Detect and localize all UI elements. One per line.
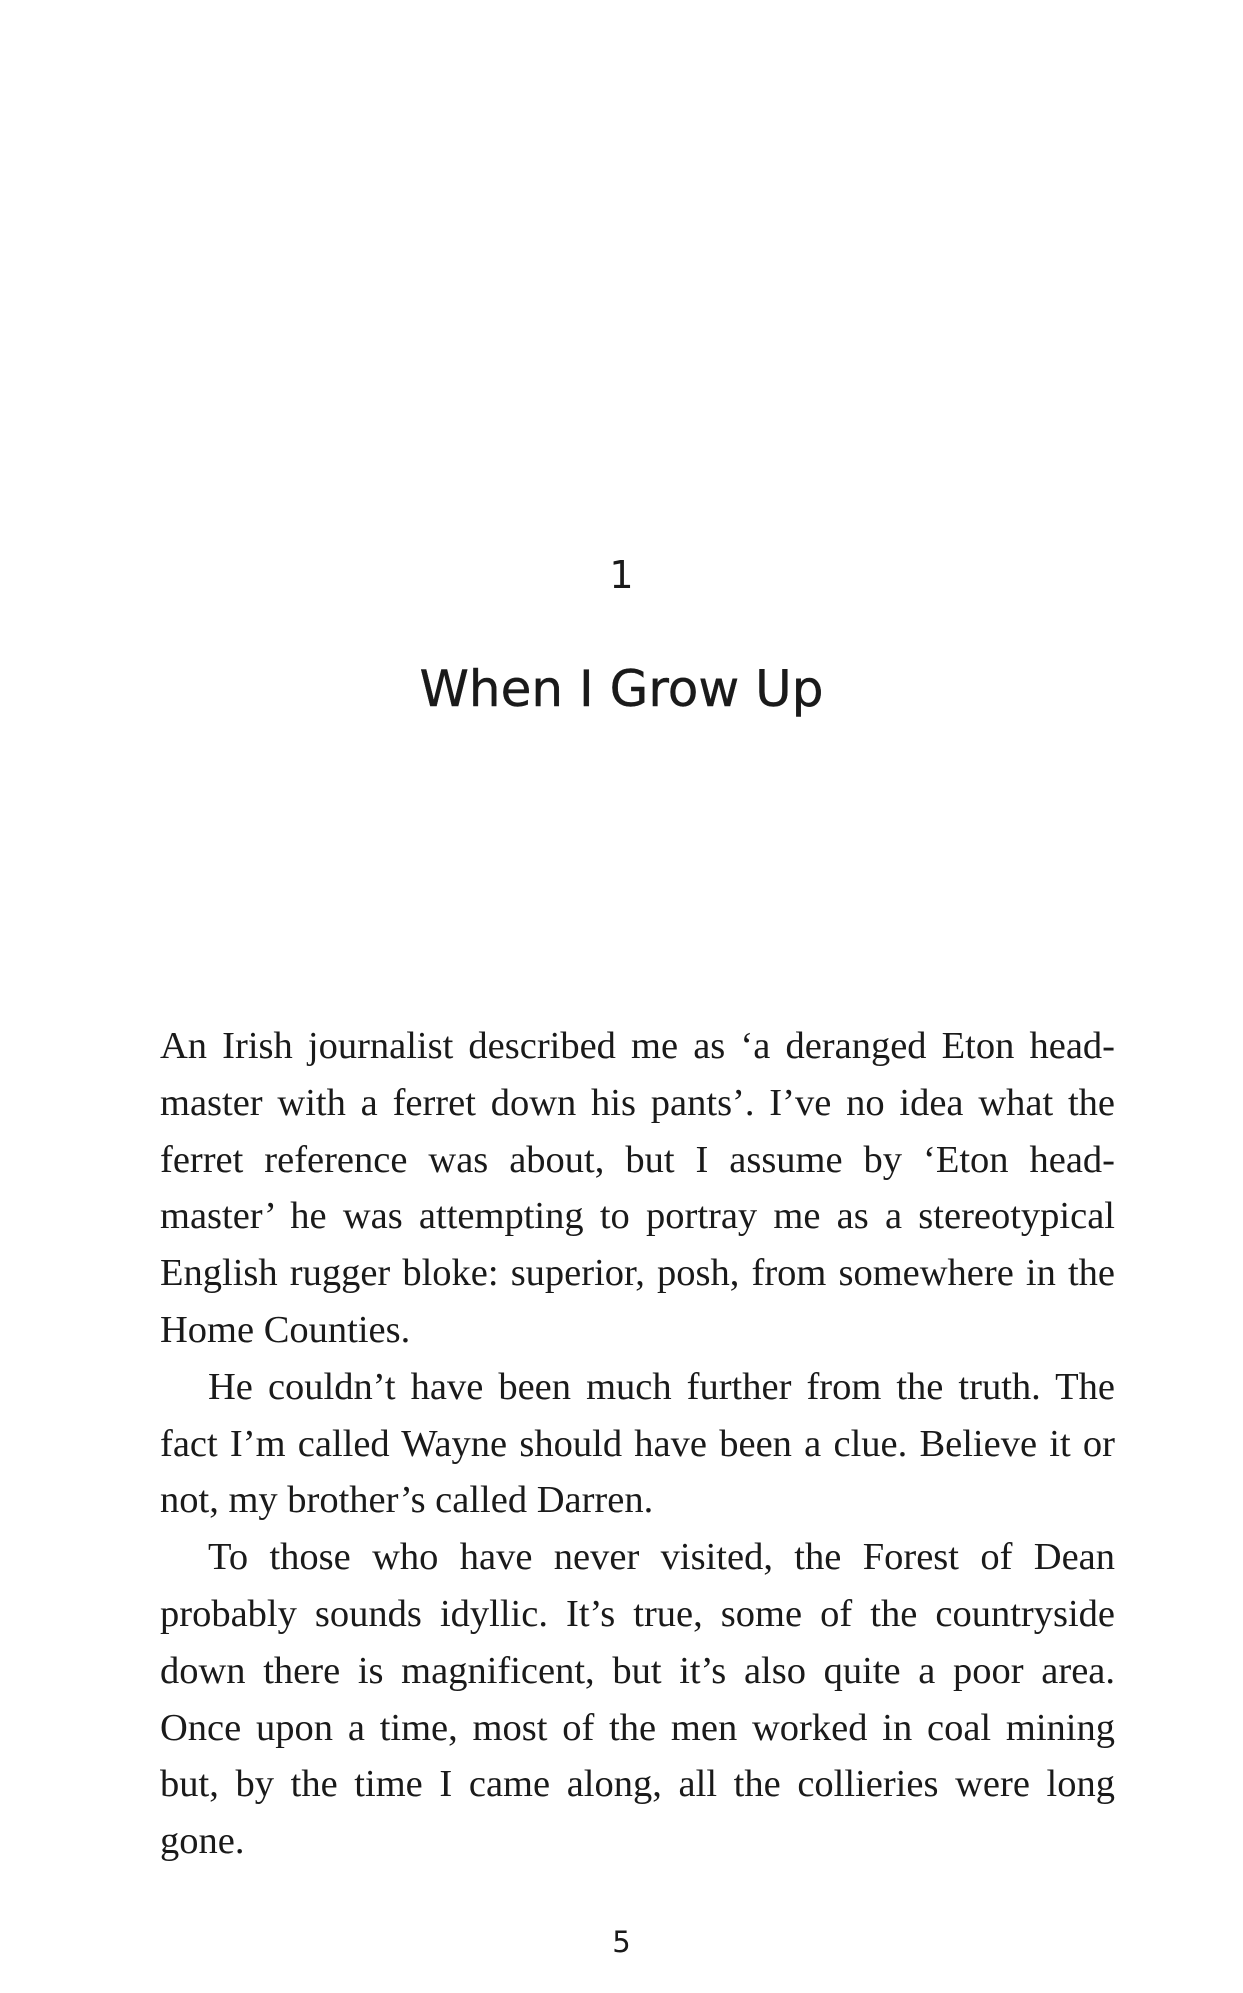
chapter-body [160,1018,1115,1870]
chapter-title: When I Grow Up [419,660,824,718]
chapter-number: 1 [609,553,634,597]
paragraph: To those who have never visited, the Forest of Dean probably sounds idyllic. It’s true, some of the countryside down there is magnificent, but it’s also quite a poor area. Once upon a time, most of the men worked in coal mining but, by the time I came along, all the collieries were long gone. [160,1536,1115,1863]
paragraph: He couldn’t have been much further from the truth. The fact I’m called Wayne should have been a clue. Believe it or not, my brother’s called Darren. [160,1365,1115,1522]
paragraph: An Irish journalist described me as ‘a deranged Eton head-master with a ferret down his pants’. I’ve no idea what the ferret reference was about, but I assume by ‘Eton head-master’ he was attempting to portray me as a stereotypical English rugger bloke: superior, posh, from somewhere in the Home Counties. [160,1025,1115,1351]
page-number: 5 [612,1925,631,1959]
